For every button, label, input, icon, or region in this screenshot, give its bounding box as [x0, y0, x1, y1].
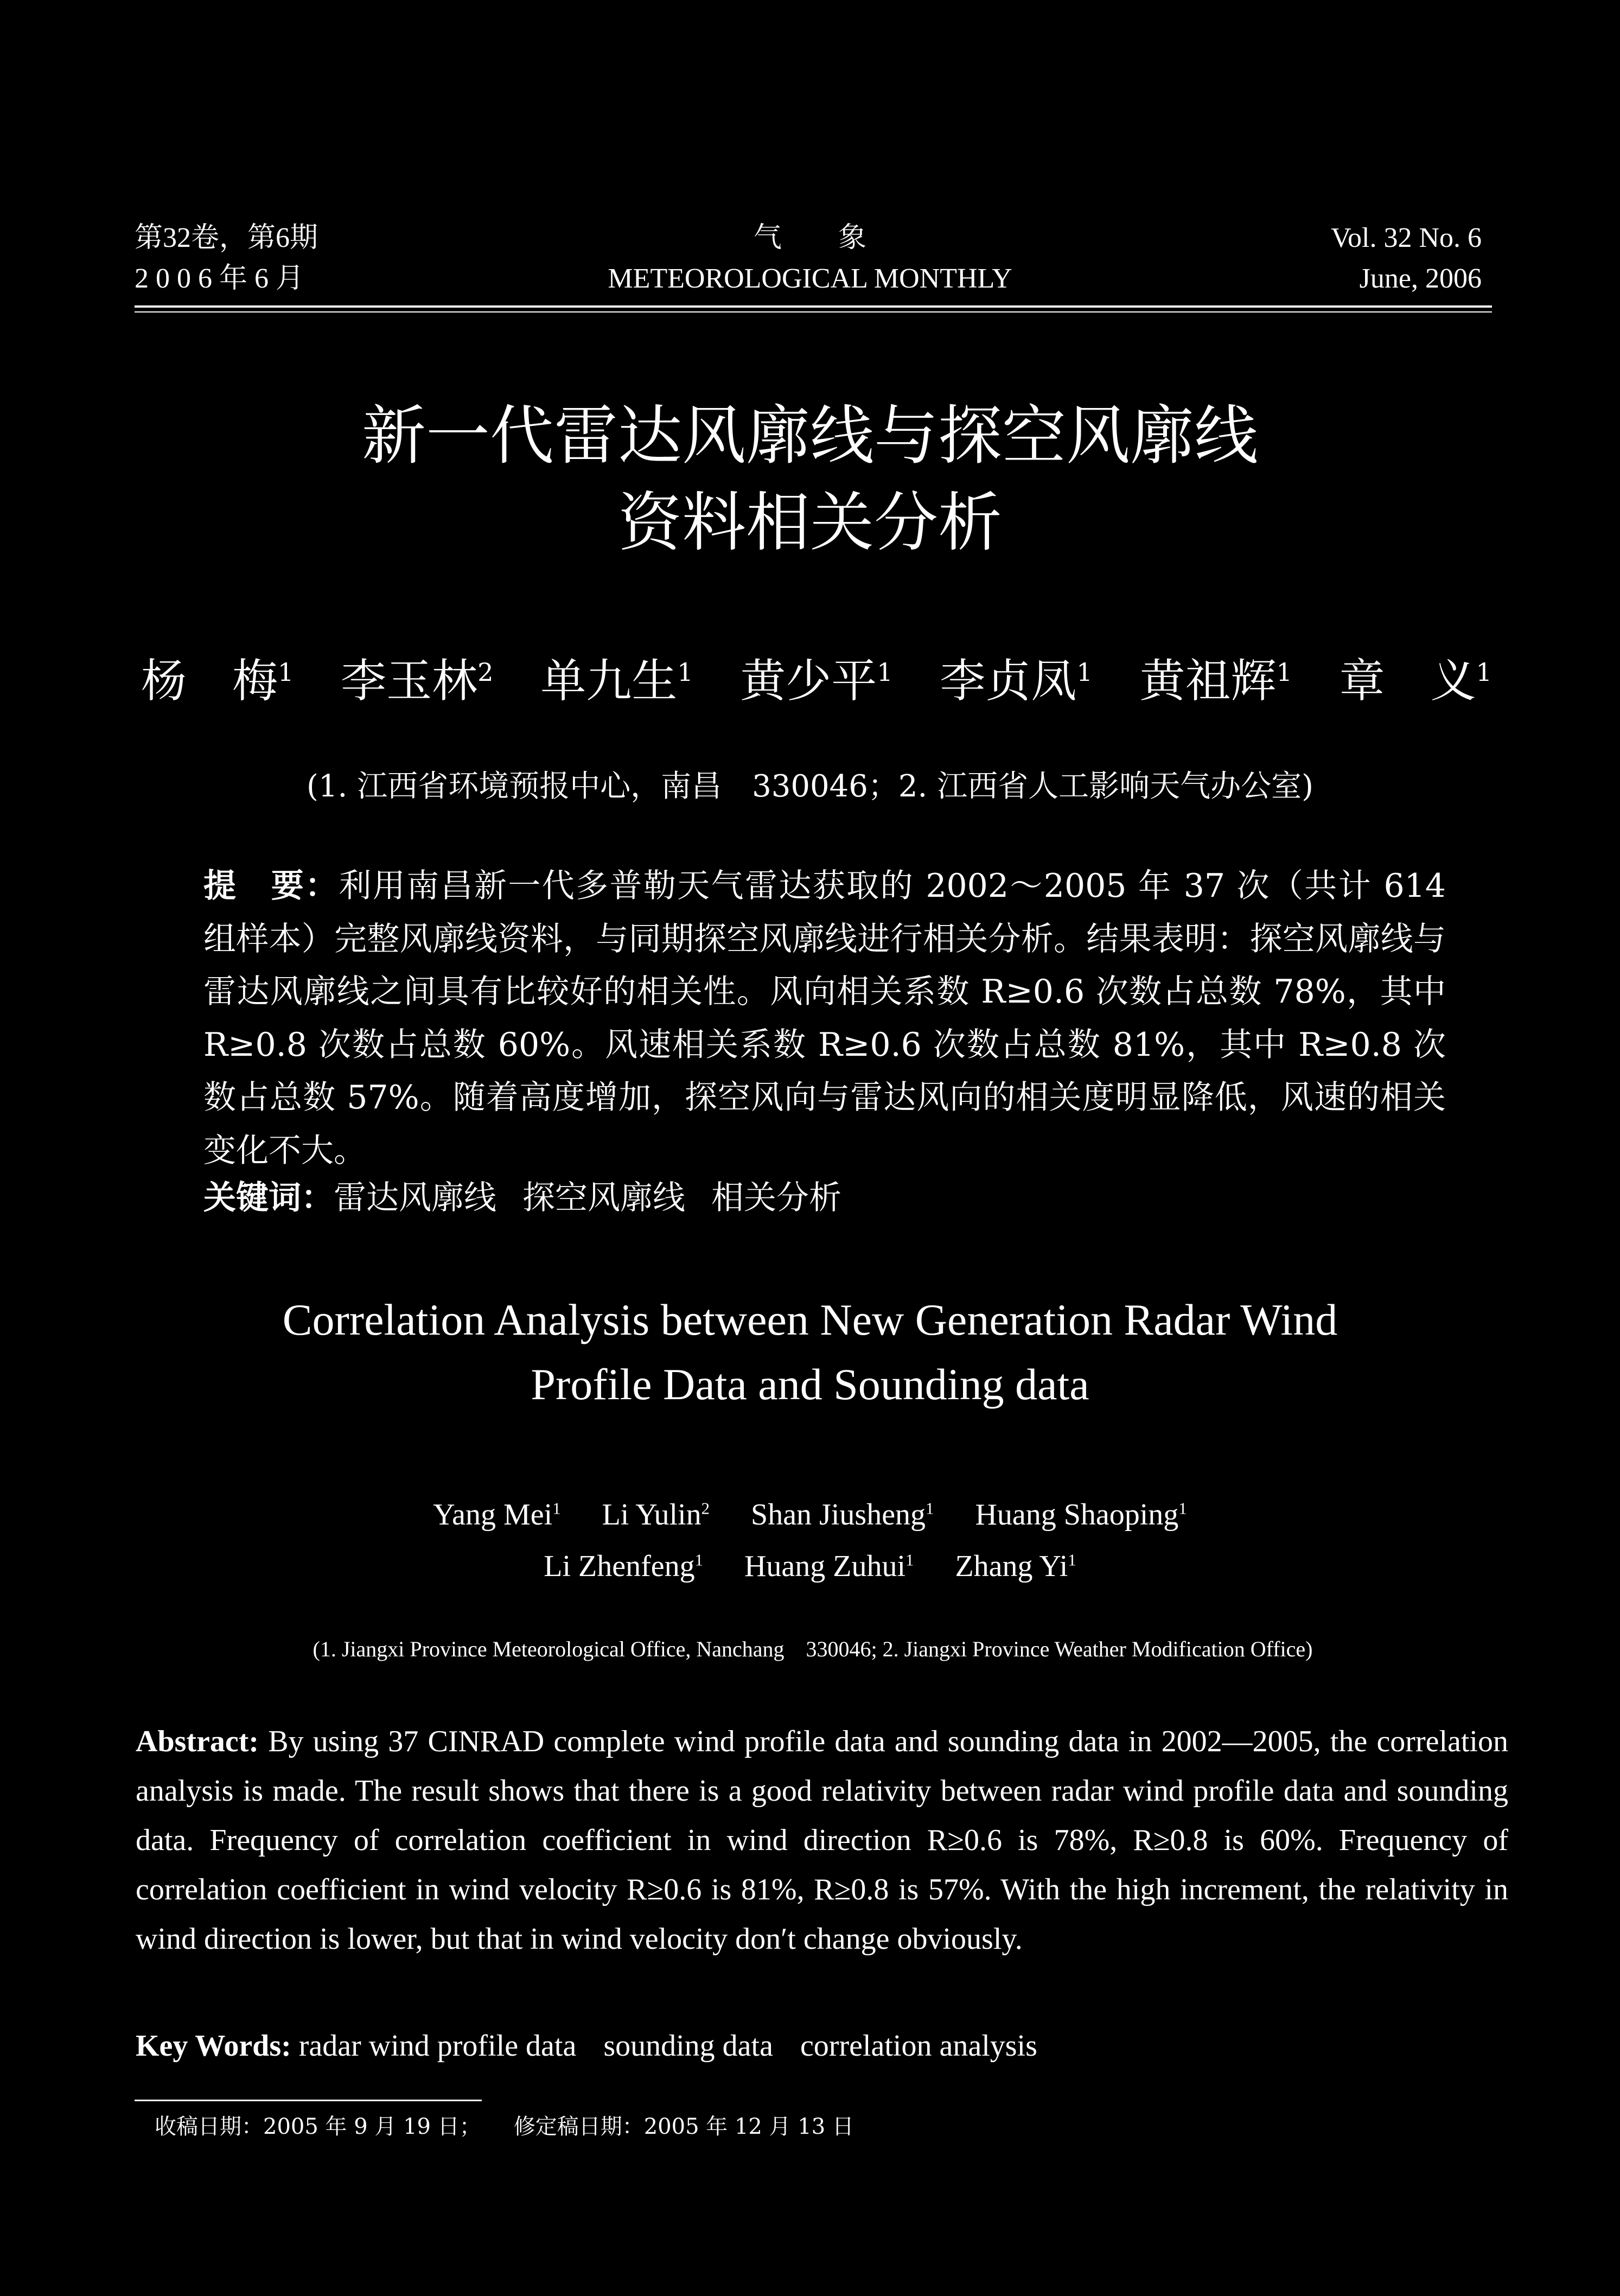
journal-volume-en: Vol. 32 No. 6 — [1331, 222, 1482, 253]
en-author: Li Yulin$^2$ — [602, 1497, 710, 1532]
cn-author-list — [141, 642, 1492, 711]
cn-keyword: 雷达风廓线 — [334, 1179, 496, 1217]
en-author: Huang Shaoping$^1$ — [975, 1497, 1187, 1532]
footnote-rule — [135, 2100, 482, 2101]
cn-author: 单九生$^1$ — [540, 654, 693, 707]
en-author-list-line2 — [0, 1533, 1620, 1593]
journal-date-cn: 2 0 0 6 年 6 月 — [135, 263, 304, 294]
footnote-dates — [155, 2110, 854, 2143]
cn-author: 杨 梅$^1$ — [141, 654, 294, 707]
cn-affiliation: (1. 江西省环境预报中心，南昌 330046；2. 江西省人工影响天气办公室) — [307, 769, 1313, 804]
cn-author: 章 义$^1$ — [1339, 654, 1492, 707]
cn-author: 黄祖辉$^1$ — [1139, 654, 1292, 707]
received-date: 收稿日期：2005 年 9 月 19 日； — [155, 2114, 481, 2139]
journal-date-en: June, 2006 — [1359, 263, 1482, 294]
en-author: Li Zhenfeng$^1$ — [544, 1549, 703, 1583]
cn-keyword: 相关分析 — [711, 1179, 841, 1217]
header-rule-top — [135, 305, 1492, 308]
en-abstract-label: Abstract: — [136, 1725, 259, 1758]
cn-keywords — [203, 1172, 1446, 1225]
cn-title-line1: 新一代雷达风廓线与探空风廓线 — [361, 398, 1258, 473]
cn-keyword: 探空风廓线 — [522, 1179, 685, 1217]
journal-name-cn: 气 象 — [753, 222, 866, 253]
en-author: Huang Zuhui$^1$ — [744, 1549, 914, 1583]
en-author: Yang Mei$^1$ — [433, 1497, 561, 1532]
en-keywords — [136, 2021, 1508, 2071]
en-author: Shan Jiusheng$^1$ — [751, 1497, 934, 1532]
cn-title-line2: 资料相关分析 — [617, 485, 1002, 560]
cn-author: 李玉林$^2$ — [341, 654, 494, 707]
cn-author: 黄少平$^1$ — [740, 654, 893, 707]
revised-date: 修定稿日期：2005 年 12 月 13 日 — [513, 2114, 854, 2139]
en-keyword: correlation analysis — [800, 2029, 1037, 2063]
header-rule-bottom — [135, 311, 1492, 312]
journal-volume-issue: 第32卷，第6期 — [135, 222, 318, 253]
en-affiliation: (1. Jiangxi Province Meteorological Office, Nanchang 330046; 2. Jiangxi Province Weather Modification Office) — [312, 1637, 1313, 1661]
en-author: Zhang Yi$^1$ — [955, 1549, 1076, 1583]
journal-name-en: METEOROLOGICAL MONTHLY — [608, 263, 1012, 294]
en-abstract-text: By using 37 CINRAD complete wind profile data and sounding data in 2002—2005, the correlation analysis is made. The result shows that there is a good relativity between radar wind profile data and sounding data. Frequency of correlation coefficient in wind direction R≥0.6 is 78%, R≥0.8 is 60%. Frequency of correlation coefficient in wind velocity R≥0.6 is 81%, R≥0.8 is 57%. With the high increment, the relativity in wind direction is lower, but that in wind velocity don′t change obviously. — [136, 1725, 1508, 1956]
en-keywords-label: Key Words: — [136, 2029, 291, 2063]
en-keyword: radar wind profile data — [298, 2029, 577, 2063]
en-keyword: sounding data — [603, 2029, 773, 2063]
cn-keywords-label: 关键词： — [203, 1179, 334, 1217]
en-title-line1: Correlation Analysis between New Generation Radar Wind — [282, 1295, 1338, 1344]
en-abstract — [136, 1717, 1508, 1964]
cn-abstract-text: 利用南昌新一代多普勒天气雷达获取的 2002～2005 年 37 次（共计 614 组样本）完整风廓线资料，与同期探空风廓线进行相关分析。结果表明：探空风廓线与雷达风廓线之间具有比较好的相关性。风向相关系数 R≥0.6 次数占总数 78%，其中 R≥0.8 次数占总数 60%。风速相关系数 R≥0.6 次数占总数 81%，其中 R≥0.8 次数占总数 57%。随着高度增加，探空风向与雷达风向的相关度明显降低，风速的相关变化不大。 — [203, 867, 1446, 1170]
cn-abstract — [203, 860, 1446, 1177]
cn-author: 李贞凤$^1$ — [940, 654, 1093, 707]
en-title-line2: Profile Data and Sounding data — [531, 1360, 1089, 1409]
cn-abstract-label: 提 要： — [203, 867, 339, 905]
